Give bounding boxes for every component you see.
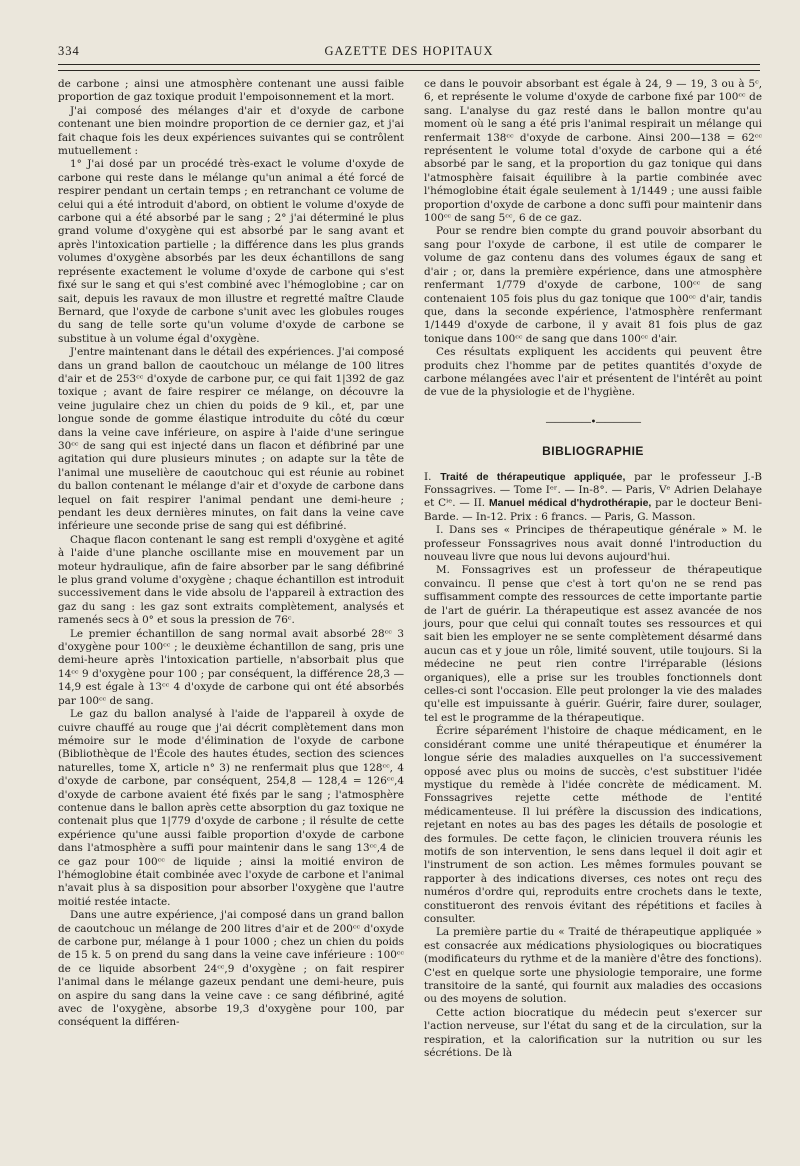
section-separator: —————•————— [545, 416, 641, 428]
paragraph: ce dans le pouvoir absorbant est égale à 24, 9 — 19, 3 ou à 5ᶜ, 6, et représente le volume d'oxyde de carbone fixé par 100ᶜᶜ de sang. L'analyse du gaz resté dans le ballon montre qu'au moment où le sang a été pris l'animal respirait un mélange qui renfermait 138ᶜᶜ d'oxyde de carbone. Ainsi 200—138 = 62ᶜᶜ représentent le volume total d'oxyde de carbone qui a été absorbé par le sang, et la proportion du gaz tonique qui dans l'atmosphère faisait équilibre à la partie combinée avec l'hémoglobine était égale seulement à 1/1449 ; une aussi faible proportion d'oxyde de carbone a donc suffi pour maintenir dans 100ᶜᶜ de sang 5ᶜᶜ, 6 de ce gaz. [424, 78, 762, 225]
page-number: 334 [58, 44, 80, 58]
paragraph: I. Dans ses « Principes de thérapeutique générale » M. le professeur Fonssagrives nous avait donné l'introduction du nouveau livre que nous lui devons aujourd'hui. [424, 524, 762, 563]
journal-title: GAZETTE DES HOPITAUX [324, 44, 494, 58]
header-rule-thin [58, 70, 760, 71]
paragraph: Écrire séparément l'histoire de chaque médicament, en le considérant comme une unité thérapeutique et énumérer la longue série des maladies auxquelles on l'a successivement opposé avec plus ou moins de succès, c'est substituer l'idée mystique du remède à l'idée concrète de médicament. M. Fonssagrives rejette cette méthode de l'entité médicamenteuse. Il lui préfère la discussion des indications, rejetant en notes au bas des pages les détails de posologie et des formules. De cette façon, le clinicien trouvera réunis les motifs de son intervention, le sens dans lequel il doit agir et l'instrument de son action. Les mêmes formules pouvant se rapporter à des indications diverses, ces notes ont reçu des numéros d'ordre qui, reproduits entre crochets dans le texte, constitueront des renvois évitant des répétitions et faciles à consulter. [424, 725, 762, 925]
section-title: BIBLIOGRAPHIE [542, 444, 644, 459]
paragraph: Ces résultats expliquent les accidents qui peuvent être produits chez l'homme par de petites quantités d'oxyde de carbone mélangées avec l'air et présentent de l'intérêt au point de vue de la physiologie et de l'hygiène. [424, 346, 762, 399]
entry-number: I. [424, 470, 432, 483]
header-rule-thick [58, 64, 760, 65]
paragraph: Le gaz du ballon analysé à l'aide de l'appareil à oxyde de cuivre chauffé au rouge que j'ai décrit complètement dans mon mémoire sur le mode d'élimination de l'oxyde de carbone (Bibliothèque de l'École des hautes études, section des sciences naturelles, tome X, article n° 3) ne renfermait plus que 128ᶜᶜ, 4 d'oxyde de carbone, par conséquent, 254,8 — 128,4 = 126ᶜᶜ,4 d'oxyde de carbone avaient été fixés par le sang ; l'atmosphère contenue dans le ballon après cette absorption du gaz toxique ne contenait plus que 1|779 d'oxyde de carbone ; il résulte de cette expérience qu'une aussi faible proportion d'oxyde de carbone dans l'atmosphère a suffi pour maintenir dans le sang 13ᶜᶜ,4 de ce gaz pour 100ᶜᶜ de liquide ; ainsi la moitié environ de l'hémoglobine était combinée avec l'oxyde de carbone et l'animal n'avait plus à sa disposition pour absorber l'oxygène que l'autre moitié restée intacte. [58, 708, 404, 908]
paragraph: Cette action biocratique du médecin peut s'exercer sur l'action nerveuse, sur l'état du sang et de la circulation, sur la respiration, et la calorification sur la nutrition ou sur les sécrétions. De là [424, 1006, 762, 1060]
paragraph: Pour se rendre bien compte du grand pouvoir absorbant du sang pour l'oxyde de carbone, il est utile de comparer le volume de gaz contenu dans des volumes égaux de sang et d'air ; or, dans la première expérience, dans une atmosphère renfermant 1/779 d'oxyde de carbone, 100ᶜᶜ de sang contenaient 105 fois plus du gaz tonique que 100ᶜᶜ d'air, tandis que, dans la seconde expérience, l'atmosphère renfermant 1/1449 d'oxyde de carbone, il y avait 81 fois plus de gaz tonique dans 100ᶜᶜ de sang que dans 100ᶜᶜ d'air. [424, 225, 762, 345]
paragraph: J'ai composé des mélanges d'air et d'oxyde de carbone contenant une bien moindre proportion de ce dernier gaz, et j'ai fait chaque fois les deux expériences suivantes qui se contrôlent mutuellement : [58, 104, 404, 158]
entry2-title: Manuel médical d'hydrothérapie, [488, 498, 652, 510]
entry1-details: par le professeur J.-B Fonssagrives. — Tome Iᵉʳ. — In-8°. — Paris, Vᵉ Adrien Delahaye et Cⁱᵉ. — II. [424, 470, 763, 510]
paragraph: Le premier échantillon de sang normal avait absorbé 28ᶜᶜ 3 d'oxygène pour 100ᶜᶜ ; le deuxième échantillon de sang, pris une demi-heure après l'intoxication partielle, n'absorbait plus que 14ᶜᶜ 9 d'oxygène pour 100 ; par conséquent, la différence 28,3 — 14,9 est égale à 13ᶜᶜ 4 d'oxyde de carbone qui ont été absorbés par 100ᶜᶜ de sang. [58, 627, 404, 707]
bibliography-entry [424, 471, 762, 525]
entry2-details: par le docteur Beni-Barde. — In-12. Prix : 6 francs. — Paris, G. Masson. [424, 497, 762, 523]
paragraph: de carbone ; ainsi une atmosphère contenant une aussi faible proportion de gaz toxique produit l'empoisonnement et la mort. [58, 78, 404, 104]
paragraph: 1° J'ai dosé par un procédé très-exact le volume d'oxyde de carbone qui reste dans le mélange qu'un animal a été forcé de respirer pendant un certain temps ; en retranchant ce volume de celui qui a été introduit d'abord, on obtient le volume d'oxyde de carbone qui a été absorbé par le sang ; 2° j'ai déterminé le plus grand volume d'oxygène qui est absorbé par le sang avant et après l'intoxication partielle ; la différence dans les plus grands volumes d'oxygène absorbés par les deux échantillons de sang représente exactement le volume d'oxyde de carbone qui s'est fixé sur le sang et qui s'est combiné avec l'hémoglobine ; car on sait, depuis les ravaux de mon illustre et regretté maître Claude Bernard, que l'oxyde de carbone s'unit avec les globules rouges du sang de telle sorte qu'un volume d'oxyde de carbone se substitue à un volume égal d'oxygène. [58, 158, 404, 345]
paragraph: La première partie du « Traité de thérapeutique appliquée » est consacrée aux médications physiologiques ou biocratiques (modificateurs du rythme et de la manière d'être des fonctions). C'est en quelque sorte une physiologie temporaire, une forme transitoire de la santé, qui fournit aux maladies des occasions ou des moyens de solution. [424, 926, 762, 1006]
paragraph: Chaque flacon contenant le sang est rempli d'oxygène et agité à l'aide d'une planche oscillante mise en mouvement par un moteur hydraulique, afin de faire absorber par le sang défibriné le plus grand volume d'oxygène ; chaque échantillon est introduit successivement dans le vide absolu de l'appareil à extraction des gaz du sang : les gaz sont extraits complètement, analysés et ramenés secs à 0° et sous la pression de 76ᶜ. [58, 533, 404, 627]
right-column [424, 78, 762, 1060]
paragraph: M. Fonssagrives est un professeur de thérapeutique convaincu. Il pense que c'est à tort qu'on ne se rend pas suffisamment compte des ressources de cette importante partie de l'art de guérir. La thérapeutique est assez avancée de nos jours, pour que celui qui connaît toutes ses ressources et qui sait bien les employer ne se sente complètement désarmé dans aucun cas et y joue un rôle, limité souvent, utile toujours. Si la médecine ne peut rien contre l'irréparable (lésions organiques), elle a prise sur les troubles fonctionnels dont celles-ci sont l'occasion. Elle peut prolonger la vie des malades qu'elle est impuissante à guérir. Guérir, faire durer, soulager, tel est le programme de la thérapeutique. [424, 564, 762, 724]
left-column [58, 78, 404, 1030]
paragraph: J'entre maintenant dans le détail des expériences. J'ai composé dans un grand ballon de caoutchouc un mélange de 100 litres d'air et de 253ᶜᶜ d'oxyde de carbone pur, ce qui fait 1|392 de gaz toxique ; avant de faire respirer ce mélange, on découvre la veine jugulaire chez un chien du poids de 9 kil., et, par une longue sonde de gomme élastique introduite du côté du cœur dans la veine cave inférieure, on aspire à l'aide d'une seringue 30ᶜᶜ de sang qui est injecté dans un flacon et défibriné par une agitation qui dure plusieurs minutes ; on adapte sur la tête de l'animal une muselière de caoutchouc qui est réunie au robinet du ballon contenant le mélange d'air et d'oxyde de carbone dans lequel on fait respirer l'animal pendant une demi-heure ; pendant les deux dernières minutes, on fait dans la veine cave inférieure une seconde prise de sang qui est défibriné. [58, 346, 404, 533]
entry1-title: Traité de thérapeutique appliquée, [440, 471, 626, 483]
page-header [58, 44, 760, 62]
paragraph: Dans une autre expérience, j'ai composé dans un grand ballon de caoutchouc un mélange de 200 litres d'air et de 200ᶜᶜ d'oxyde de carbone pur, mélange à 1 pour 1000 ; chez un chien du poids de 15 k. 5 on prend du sang dans la veine cave inférieure : 100ᶜᶜ de ce liquide absorbent 24ᶜᶜ,9 d'oxygène ; on fait respirer l'animal dans le mélange gazeux pendant une demi-heure, puis on aspire du sang dans la veine cave : ce sang défibriné, agité avec de l'oxygène, absorbe 19,3 d'oxygène pour 100, par conséquent la différen- [58, 909, 404, 1029]
